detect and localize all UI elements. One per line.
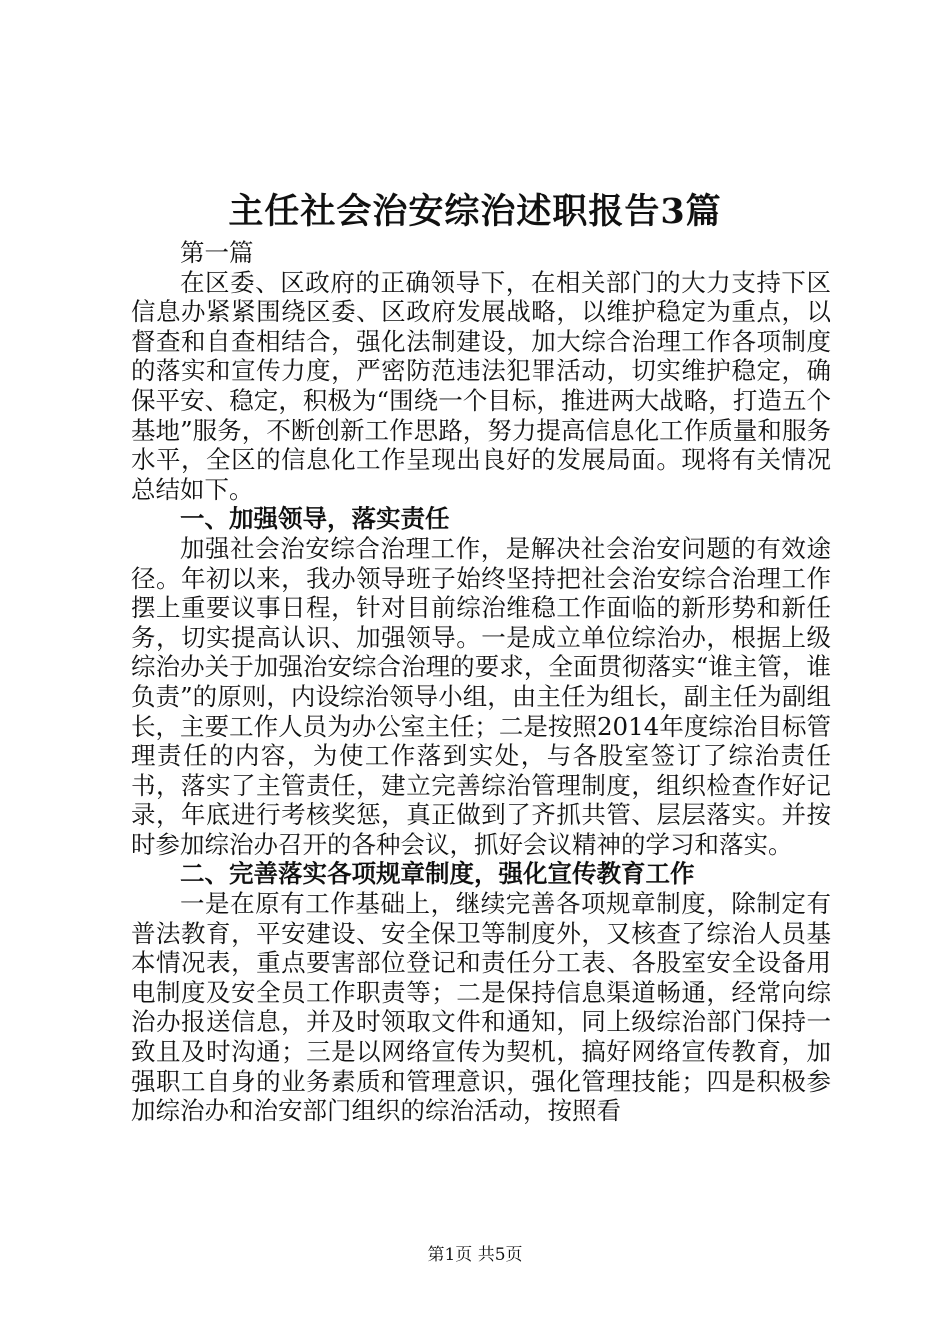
intro-paragraph: 在区委、区政府的正确领导下，在相关部门的大力支持下区信息办紧紧围绕区委、区政府发展战略，以维护稳定为重点，以督查和自查相结合，强化法制建设，加大综合治理工作各项制度的落实和宣传力度，严密防范违法犯罪活动，切实维护稳定，确保平安、稳定，积极为“围绕一个目标，推进两大战略，打造五个基地”服务，不断创新工作思路，努力提高信息化工作质量和服务水平，全区的信息化工作呈现出良好的发展局面。现将有关情况总结如下。 bbox=[131, 267, 831, 504]
document-title: 主任社会治安综治述职报告3篇 bbox=[228, 191, 722, 232]
section-heading-2: 二、完善落实各项规章制度，强化宣传教育工作 bbox=[180, 859, 695, 889]
document-body bbox=[131, 238, 831, 1126]
paragraph-2: 一是在原有工作基础上，继续完善各项规章制度，除制定有普法教育，平安建设、安全保卫等制度外，又核查了综治人员基本情况表，重点要害部位登记和责任分工表、各股室安全设备用电制度及安全员工作职责等；二是保持信息渠道畅通，经常向综治办报送信息，并及时领取文件和通知，同上级综治部门保持一致且及时沟通；三是以网络宣传为契机，搞好网络宣传教育，加强职工自身的业务素质和管理意识，强化管理技能；四是积极参加综治办和治安部门组织的综治活动，按照看 bbox=[131, 889, 831, 1126]
section-heading-1: 一、加强领导，落实责任 bbox=[180, 504, 450, 534]
section-label: 第一篇 bbox=[180, 238, 254, 267]
paragraph-1: 加强社会治安综合治理工作，是解决社会治安问题的有效途径。年初以来，我办领导班子始终坚持把社会治安综合治理工作摆上重要议事日程，针对目前综治维稳工作面临的新形势和新任务，切实提高认识、加强领导。一是成立单位综治办，根据上级综治办关于加强治安综合治理的要求，全面贯彻落实“谁主管，谁负责”的原则，内设综治领导小组，由主任为组长，副主任为副组长，主要工作人员为办公室主任；二是按照2014年度综治目标管理责任的内容，为使工作落到实处，与各股室签订了综治责任书，落实了主管责任，建立完善综治管理制度，组织检查作好记录，年底进行考核奖惩，真正做到了齐抓共管、层层落实。并按时参加综治办召开的各种会议，抓好会议精神的学习和落实。 bbox=[131, 533, 831, 859]
page-footer: 第1页 共5页 bbox=[427, 1245, 523, 1265]
